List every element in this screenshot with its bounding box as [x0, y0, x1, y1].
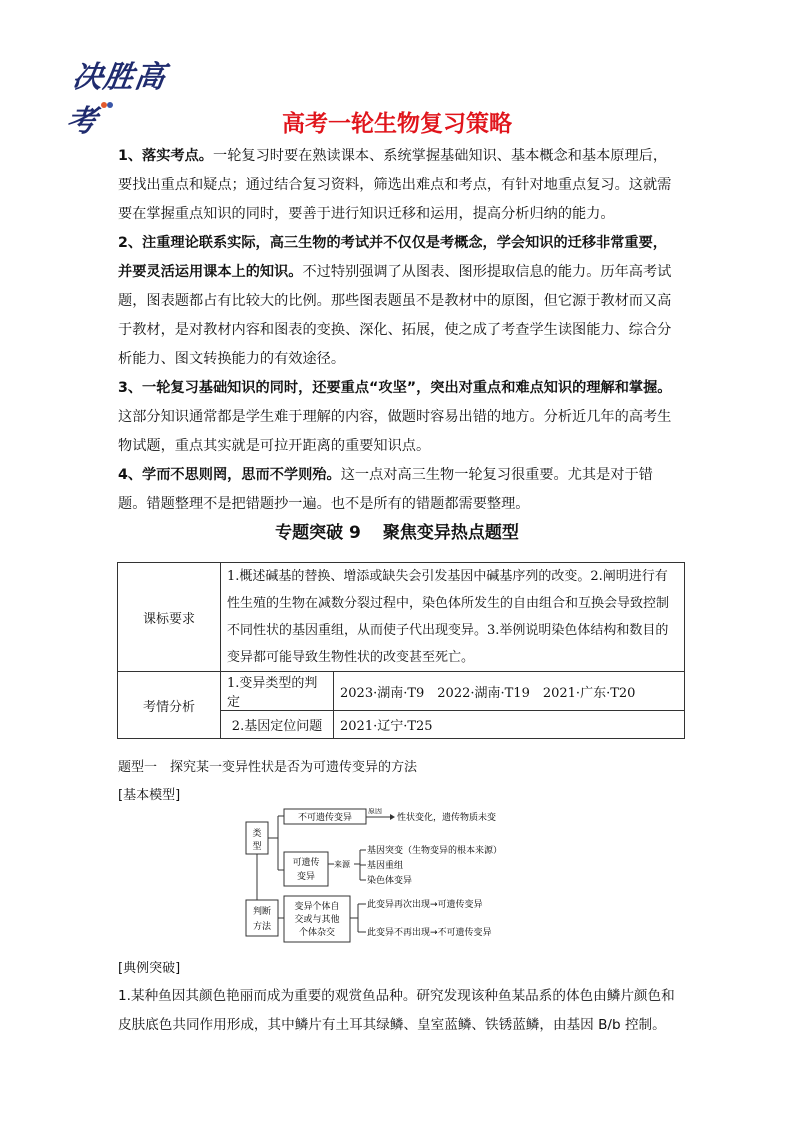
section-title	[0, 518, 794, 543]
heritable-label-2: 变异	[296, 872, 316, 882]
strategy-text: 不过特别强调了从图表、图形提取信息的能力。历年高考试题，图表题都占有比较大的比例。那些图表题虽不是教材中的原图，但它源于教材而又高于教材，是对教材内容和图表的变换、深化、拓展，使之成了考查学生读图能力、综合分析能力、图文转换能力的有效途径。	[118, 264, 672, 367]
heritable-label-1: 可遗传	[292, 858, 320, 868]
method-label-2: 方法	[252, 922, 272, 932]
topic-cell: 1.变异类型的判定	[221, 672, 334, 711]
logo-text: 决胜高考	[63, 60, 169, 139]
table-row	[118, 672, 685, 711]
table-row	[118, 563, 685, 672]
strategy-item	[118, 374, 678, 461]
refs-cell: 2023·湖南·T9 2022·湖南·T19 2021·广东·T20	[334, 672, 685, 711]
basic-model-heading: [基本模型]	[118, 788, 181, 803]
analysis-label: 考情分析	[118, 672, 221, 739]
curriculum-table	[117, 562, 685, 739]
variation-diagram	[240, 808, 560, 948]
source-item: 基因重组	[367, 861, 404, 871]
method-text-3: 个体杂交	[298, 928, 336, 938]
source-label: 来源	[334, 860, 350, 869]
strategy-heading: 3、一轮复习基础知识的同时，还要重点“攻坚”，突出对重点和难点知识的理解和掌握。	[118, 380, 672, 396]
method-text-1: 变异个体自	[294, 902, 340, 912]
source-item: 染色体变异	[367, 876, 413, 886]
strategy-heading: 2、注重理论联系实际，高三生物的考试并不仅仅是考概念，学会知识的迁移非常重要，并要灵活运用课本上的知识。	[118, 235, 667, 280]
outcome-1: 此变异再次出现→可遗传变异	[367, 900, 483, 910]
strategy-item	[118, 142, 678, 229]
strategy-item	[118, 229, 678, 374]
strategy-list	[118, 142, 678, 519]
req-label: 课标要求	[118, 563, 221, 672]
outcome-2: 此变异不再出现→不可遗传变异	[367, 928, 492, 938]
non-heritable-note: 性状变化，遗传物质未变	[397, 813, 497, 823]
strategy-item	[118, 461, 678, 519]
arrow-icon	[390, 814, 395, 820]
example-heading: [典例突破]	[118, 961, 181, 976]
type-label-2: 型	[252, 842, 262, 852]
strategy-heading: 4、学而不思则罔，思而不学则殆。	[118, 467, 341, 483]
refs-cell: 2021·辽宁·T25	[334, 711, 685, 739]
method-label-1: 判断	[252, 907, 272, 917]
cause-label: 原因	[368, 808, 382, 815]
strategy-text: 这一点对高三生物一轮复习很重要。尤其是对于错题。错题整理不是把错题抄一遍。也不是所有的错题都需要整理。	[118, 467, 653, 512]
section-name: 聚焦变异热点题型	[382, 523, 519, 543]
strategy-text: 一轮复习时要在熟读课本、系统掌握基础知识、基本概念和基本原理后，要找出重点和疑点；通过结合复习资料，筛选出难点和考点，有针对地重点复习。这就需要在掌握重点知识的同时，要善于进行知识迁移和运用，提高分析归纳的能力。	[118, 148, 672, 222]
strategy-heading: 1、落实考点。	[118, 148, 213, 164]
section-number: 专题突破 9	[275, 523, 361, 543]
source-item: 基因突变（生物变异的根本来源）	[367, 846, 503, 856]
topic-cell: 2.基因定位问题	[221, 711, 334, 739]
non-heritable-label: 不可遗传变异	[297, 813, 353, 823]
req-text: 1.概述碱基的替换、增添或缺失会引发基因中碱基序列的改变。2.阐明进行有性生殖的生物在减数分裂过程中，染色体所发生的自由组合和互换会导致控制不同性状的基因重组，从而使子代出现变异。3.举例说明染色体结构和数目的变异都可能导致生物性状的改变甚至死亡。	[221, 563, 685, 672]
question-text: 1.某种鱼因其颜色艳丽而成为重要的观赏鱼品种。研究发现该种鱼某品系的体色由鳞片颜色和皮肤底色共同作用形成，其中鳞片有土耳其绿鳞、皇室蓝鳞、铁锈蓝鳞，由基因 B/b 控制。	[118, 988, 675, 1033]
method-text-2: 交或与其他	[294, 915, 340, 925]
type-heading: 题型一 探究某一变异性状是否为可遗传变异的方法	[118, 760, 418, 775]
strategy-text: 这部分知识通常都是学生难于理解的内容，做题时容易出错的地方。分析近几年的高考生物试题，重点其实就是可拉开距离的重要知识点。	[118, 409, 672, 454]
page-title: 高考一轮生物复习策略	[282, 111, 512, 137]
type-label-1: 类	[252, 829, 262, 839]
